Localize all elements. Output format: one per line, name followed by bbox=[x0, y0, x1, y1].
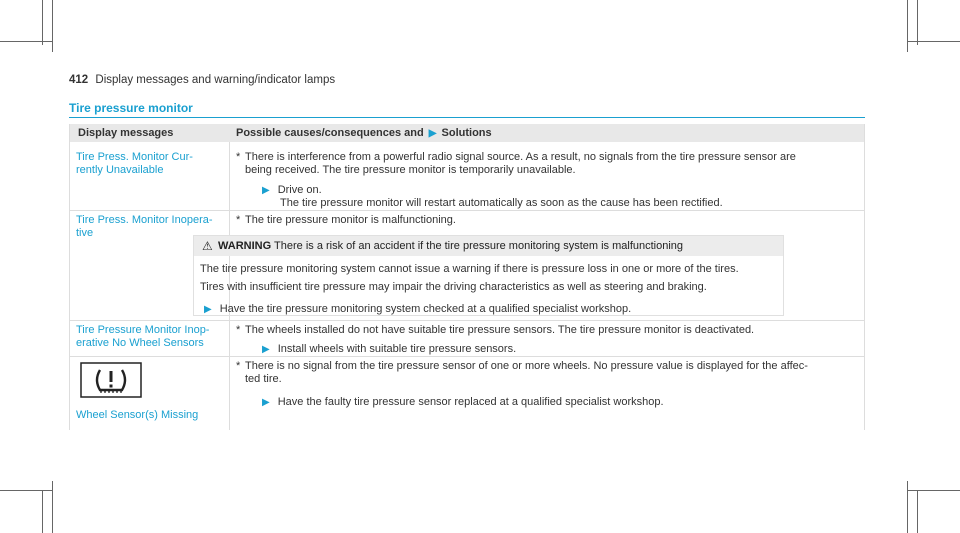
solution-arrow-icon: ▶ bbox=[262, 185, 270, 196]
solution-arrow-icon: ▶ bbox=[262, 344, 270, 355]
warning-line: Tires with insufficient tire pressure may impair the driving characteristics as well as steering and braking. bbox=[200, 281, 707, 293]
crop-mark bbox=[52, 0, 53, 52]
column-header-causes-text: Possible causes/consequences and bbox=[236, 127, 424, 139]
message-line: tive bbox=[76, 227, 94, 239]
page-number: 412 bbox=[69, 74, 89, 86]
message-line: Tire Press. Monitor Cur- bbox=[76, 151, 193, 163]
tire-pressure-warning-icon bbox=[80, 362, 142, 398]
warning-line: The tire pressure monitoring system cannot issue a warning if there is pressure loss in one or more of the tires. bbox=[200, 263, 739, 275]
crop-mark bbox=[908, 490, 960, 491]
column-header-messages: Display messages bbox=[78, 127, 174, 139]
bullet-marker: * bbox=[236, 360, 241, 372]
crop-mark bbox=[907, 0, 908, 52]
crop-mark bbox=[42, 490, 43, 533]
warning-triangle-icon: ⚠ bbox=[202, 239, 213, 253]
column-header-solutions-text: Solutions bbox=[441, 127, 492, 139]
cause-line: There is interference from a powerful radio signal source. As a result, no signals from the tire pressure sensor are bbox=[245, 151, 796, 163]
cause-line: being received. The tire pressure monitor is temporarily unavailable. bbox=[245, 164, 576, 176]
section-title: Tire pressure monitor bbox=[69, 101, 193, 115]
cause-line: There is no signal from the tire pressure sensor of one or more wheels. No pressure value is displayed for the affec- bbox=[245, 360, 808, 372]
solution-text bbox=[262, 343, 852, 356]
cause-line: The wheels installed do not have suitable tire pressure sensors. The tire pressure monitor is deactivated. bbox=[245, 324, 755, 336]
page-header-title: Display messages and warning/indicator lamps bbox=[95, 74, 336, 86]
solution-line: Drive on. bbox=[277, 184, 322, 196]
message-line: rently Unavailable bbox=[76, 164, 164, 176]
display-message bbox=[76, 151, 224, 177]
column-header-causes bbox=[236, 127, 492, 139]
solution-item bbox=[262, 184, 852, 197]
message-line: Tire Press. Monitor Inopera- bbox=[76, 214, 213, 226]
solution-arrow-icon: ▶ bbox=[428, 128, 437, 139]
cause-text bbox=[236, 151, 856, 177]
page-header bbox=[69, 74, 335, 86]
message-line: Tire Pressure Monitor Inop- bbox=[76, 324, 210, 336]
crop-mark bbox=[917, 0, 918, 45]
warning-label: WARNING bbox=[218, 240, 272, 252]
solution-item bbox=[262, 343, 852, 356]
solution-line: The tire pressure monitor will restart automatically as soon as the cause has been rectified. bbox=[280, 197, 723, 209]
display-message bbox=[76, 324, 224, 350]
solution-arrow-icon: ▶ bbox=[262, 397, 270, 408]
warning-title bbox=[218, 240, 683, 252]
warning-body bbox=[200, 260, 780, 319]
warning-text: There is a risk of an accident if the tire pressure monitoring system is malfunctioning bbox=[274, 240, 684, 252]
solution-arrow-icon: ▶ bbox=[204, 304, 212, 315]
solution-line: Have the tire pressure monitoring system checked at a qualified specialist workshop. bbox=[219, 303, 632, 315]
warning-header bbox=[194, 236, 783, 256]
crop-mark bbox=[42, 0, 43, 45]
cause-text bbox=[236, 324, 856, 337]
table-header bbox=[69, 124, 865, 142]
bullet-marker: * bbox=[236, 324, 241, 336]
bullet-item bbox=[236, 151, 856, 164]
message-line: Wheel Sensor(s) Missing bbox=[76, 409, 199, 421]
cause-text bbox=[236, 214, 856, 227]
cause-text bbox=[236, 360, 856, 386]
bullet-marker: * bbox=[236, 214, 241, 226]
solution-item bbox=[200, 300, 780, 319]
crop-mark bbox=[908, 41, 960, 42]
bullet-marker: * bbox=[236, 151, 241, 163]
bullet-item bbox=[236, 214, 856, 227]
solution-item bbox=[262, 396, 852, 409]
crop-mark bbox=[907, 481, 908, 533]
crop-mark bbox=[52, 481, 53, 533]
solution-text bbox=[262, 184, 852, 210]
message-line: erative No Wheel Sensors bbox=[76, 337, 204, 349]
crop-mark bbox=[0, 490, 52, 491]
cause-line: ted tire. bbox=[245, 373, 282, 385]
section-divider bbox=[69, 117, 865, 118]
crop-mark bbox=[0, 41, 52, 42]
crop-mark bbox=[917, 490, 918, 533]
warning-box bbox=[193, 235, 784, 316]
display-message bbox=[76, 409, 224, 422]
solution-text bbox=[262, 396, 852, 409]
bullet-item bbox=[236, 360, 856, 373]
solution-line: Install wheels with suitable tire pressure sensors. bbox=[277, 343, 517, 355]
solution-line: Have the faulty tire pressure sensor replaced at a qualified specialist workshop. bbox=[277, 396, 664, 408]
cause-line: The tire pressure monitor is malfunctioning. bbox=[245, 214, 456, 226]
bullet-item bbox=[236, 324, 856, 337]
